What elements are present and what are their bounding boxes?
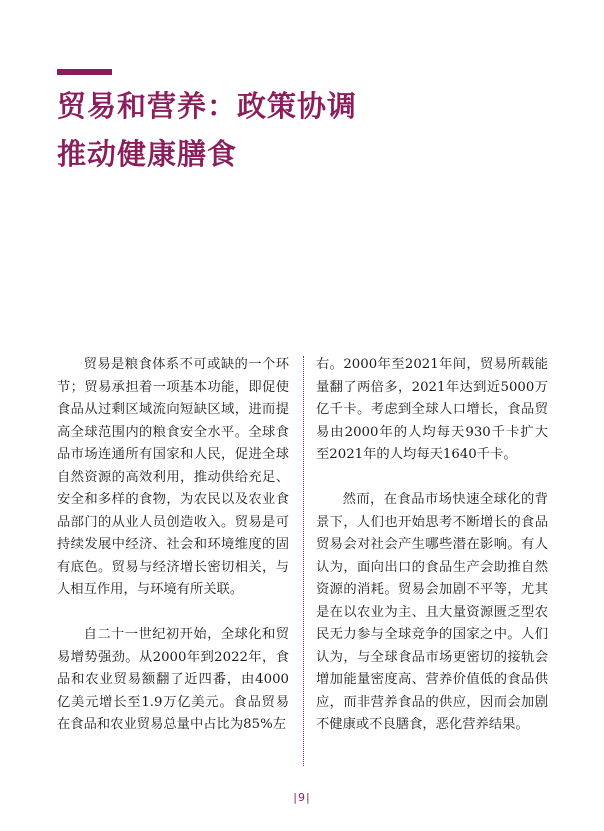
paragraph-concerns: 然而，在食品市场快速全球化的背景下，人们也开始思考不断增长的食品贸易会对社会产生哪些潜在影响。有人认为，面向出口的食品生产会助推自然资源的消耗。贸易会加剧不平等，尤其是在以农业为主、且大量资源匮乏型农民无力参与全球竞争的国家之中。人们认为，与全球食品市场更密切的接轨会增加能量密度高、营养价值低的食品供应，而非营养食品的供应，因而会加剧不健康或不良膳食，恶化营养结果。 [316, 492, 548, 732]
title-line-1: 贸易和营养：政策协调 [57, 89, 358, 123]
right-column [316, 354, 548, 759]
page-number: |9| [293, 791, 311, 804]
title-line-2: 推动健康膳食 [57, 137, 238, 171]
left-column [57, 354, 289, 759]
page-title [57, 82, 557, 178]
paragraph-trade-role: 贸易是粮食体系不可或缺的一个环节；贸易承担着一项基本功能，即促使食品从过剩区域流向短缺区域，进而提高全球范围内的粮食安全水平。全球食品市场连通所有国家和人民，促进全球自然资源的高效利用，推动供给充足、安全和多样的食物，为农民以及农业食品部门的从业人员创造收入。贸易是可持续发展中经济、社会和环境维度的固有底色。贸易与经济增长密切相关，与人相互作用，与环境有所关联。 [57, 357, 289, 597]
title-accent-bar [57, 69, 112, 75]
paragraph-globalization-continued: 右。2000年至2021年间，贸易所载能量翻了两倍多，2021年达到近5000万亿千卡。考虑到全球人口增长，食品贸易由2000年的人均每天930千卡扩大至2021年的人均每天1640千卡。 [316, 357, 548, 462]
paragraph-globalization: 自二十一世纪初开始，全球化和贸易增势强劲。从2000年到2022年，食品和农业贸易额翻了近四番，由4000亿美元增长至1.9万亿美元。食品贸易在食品和农业贸易总量中占比为85%左 [57, 627, 289, 732]
column-divider [303, 356, 304, 766]
